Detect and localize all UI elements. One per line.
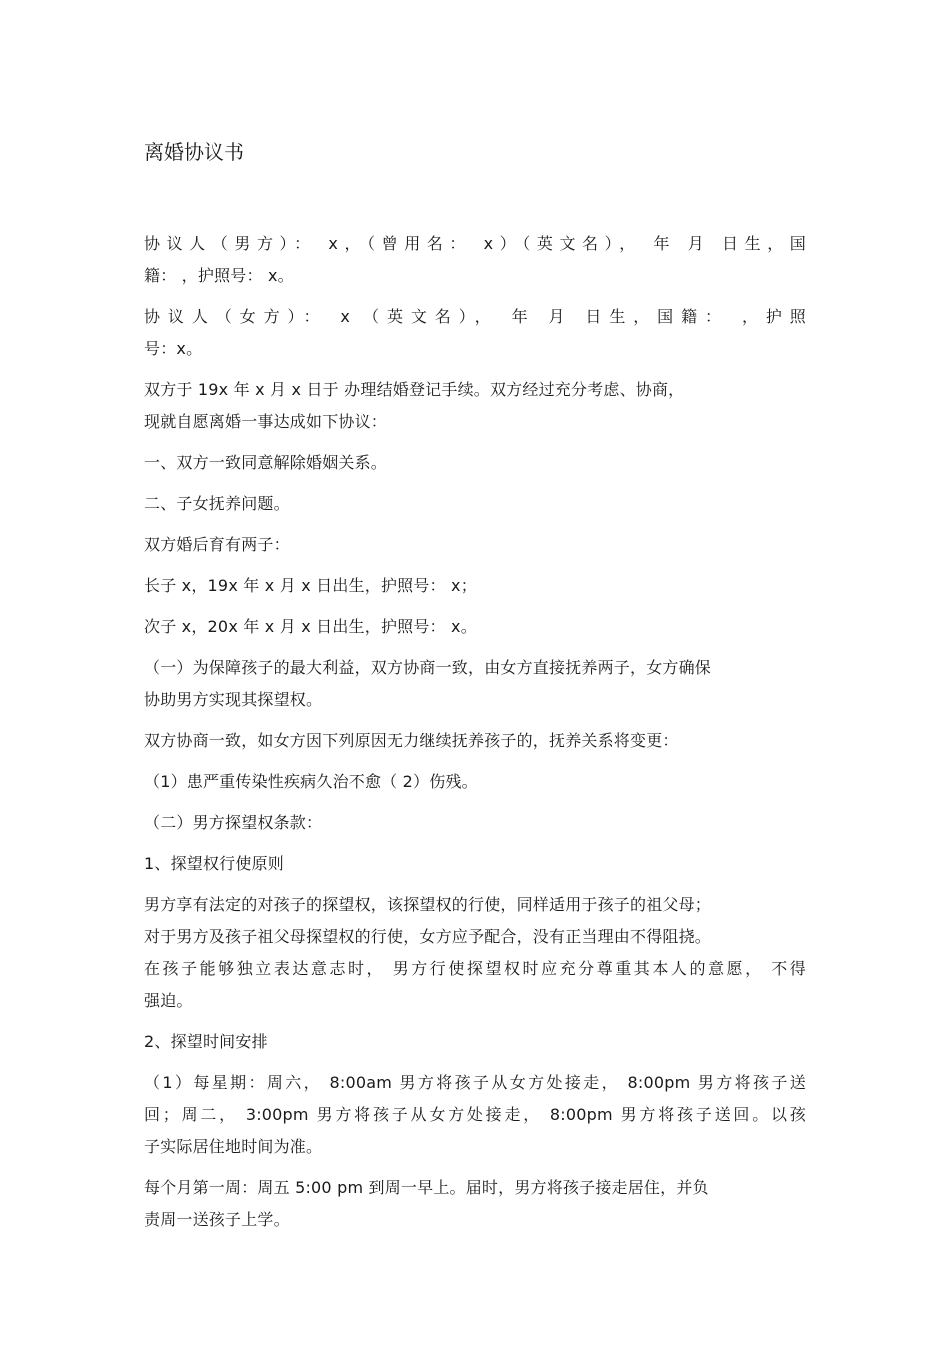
paragraph: [144, 228, 806, 292]
paragraph-line: 长子 x，19x 年 x 月 x 日出生，护照号： x；: [144, 576, 477, 595]
paragraph-line: 二、子女抚养问题。: [144, 494, 290, 513]
paragraph: [144, 374, 806, 438]
paragraph: [144, 447, 806, 479]
paragraph-line: 责周一送孩子上学。: [144, 1210, 290, 1229]
paragraph: [144, 301, 806, 365]
paragraph-line: 现就自愿离婚一事达成如下协议：: [144, 412, 388, 431]
paragraph: [144, 848, 806, 880]
paragraph-line: （1）患严重传染性疾病久治不愈（ 2）伤残。: [144, 772, 478, 791]
paragraph-line: （1）每星期：周六， 8:00am 男方将孩子从女方处接走， 8:00pm 男方将孩子送: [144, 1073, 806, 1092]
paragraph-line: 强迫。: [144, 991, 193, 1010]
paragraph: [144, 807, 806, 839]
paragraph-line: 双方婚后育有两子：: [144, 535, 290, 554]
paragraph-line: 对于男方及孩子祖父母探望权的行使，女方应予配合，没有正当理由不得阻挠。: [144, 927, 712, 946]
paragraph-line: 子实际居住地时间为准。: [144, 1137, 323, 1156]
paragraph-line: 一、双方一致同意解除婚姻关系。: [144, 453, 388, 472]
paragraph-line: （二）男方探望权条款：: [144, 813, 323, 832]
paragraph-line: 男方享有法定的对孩子的探望权，该探望权的行使，同样适用于孩子的祖父母；: [144, 895, 712, 914]
paragraph-line: 每个月第一周：周五 5:00 pm 到周一早上。届时，男方将孩子接走居住，并负: [144, 1178, 709, 1197]
paragraph-line: 次子 x，20x 年 x 月 x 日出生，护照号： x。: [144, 617, 477, 636]
paragraph-line: 籍： ，护照号： x。: [144, 266, 294, 285]
paragraph-line: 回；周二， 3:00pm 男方将孩子从女方处接走， 8:00pm 男方将孩子送回。以孩: [144, 1105, 806, 1124]
paragraph-line: 双方于 19x 年 x 月 x 日于 办理结婚登记手续。双方经过充分考虑、协商，: [144, 380, 685, 399]
paragraph: [144, 725, 806, 757]
paragraph: [144, 889, 806, 1017]
paragraph-line: 协助男方实现其探望权。: [144, 690, 323, 709]
paragraph: [144, 1026, 806, 1058]
paragraph-line: （一）为保障孩子的最大利益，双方协商一致，由女方直接抚养两子，女方确保: [144, 658, 712, 677]
document-title: 离婚协议书: [144, 140, 244, 164]
paragraph-line: 协议人（女方）： x （英文名）， 年 月 日生，国籍： ，护照: [144, 307, 806, 326]
paragraph-line: 号：x。: [144, 339, 203, 358]
paragraph-line: 1、探望权行使原则: [144, 854, 284, 873]
paragraph: [144, 1067, 806, 1163]
paragraph: [144, 766, 806, 798]
paragraph-line: 在孩子能够独立表达意志时， 男方行使探望权时应充分尊重其本人的意愿， 不得: [144, 959, 806, 978]
paragraph: [144, 488, 806, 520]
paragraph: [144, 529, 806, 561]
paragraph: [144, 570, 806, 602]
paragraph: [144, 652, 806, 716]
document-body: [144, 228, 806, 1245]
paragraph-line: 协议人（男方）： x，（曾用名： x）（英文名）， 年 月 日生，国: [144, 234, 806, 253]
paragraph-line: 双方协商一致，如女方因下列原因无力继续抚养孩子的，抚养关系将变更：: [144, 731, 679, 750]
paragraph: [144, 1172, 806, 1236]
paragraph: [144, 611, 806, 643]
paragraph-line: 2、探望时间安排: [144, 1032, 268, 1051]
